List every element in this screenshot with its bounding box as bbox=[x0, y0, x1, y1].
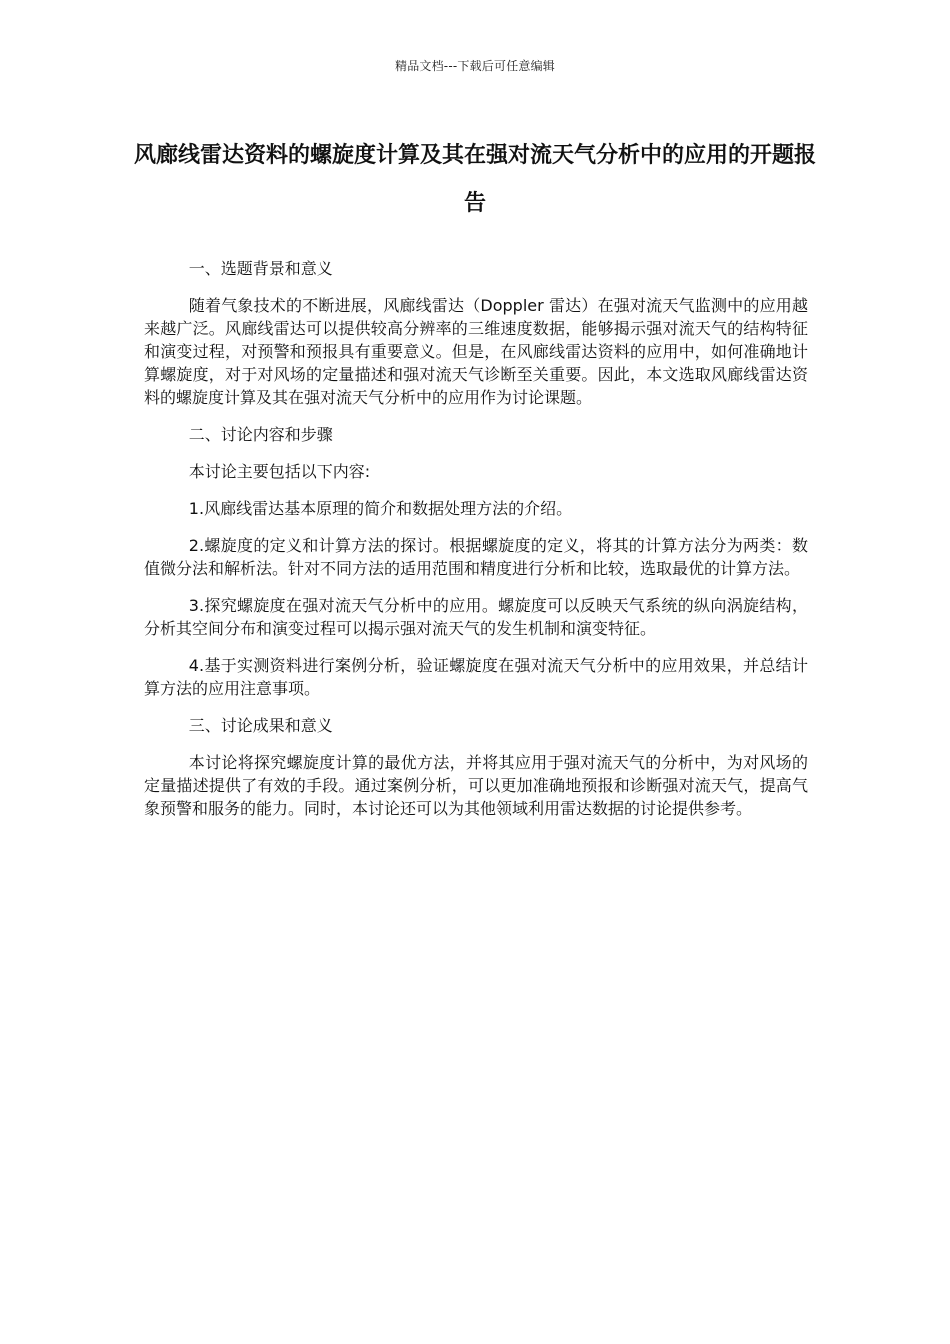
list-item-2: 2.螺旋度的定义和计算方法的探讨。根据螺旋度的定义，将其的计算方法分为两类：数值微分法和解析法。针对不同方法的适用范围和精度进行分析和比较，选取最优的计算方法。 bbox=[144, 536, 808, 578]
paragraph-background: 随着气象技术的不断进展，风廊线雷达（Doppler 雷达）在强对流天气监测中的应用越来越广泛。风廊线雷达可以提供较高分辨率的三维速度数据，能够揭示强对流天气的结构特征和演变过程，对预警和预报具有重要意义。但是，在风廊线雷达资料的应用中，如何准确地计算螺旋度，对于对风场的定量描述和强对流天气诊断至关重要。因此，本文选取风廊线雷达资料的螺旋度计算及其在强对流天气分析中的应用作为讨论课题。 bbox=[144, 296, 808, 407]
document-title: 风廊线雷达资料的螺旋度计算及其在强对流天气分析中的应用的开题报告 bbox=[133, 143, 816, 216]
document-body bbox=[144, 257, 808, 834]
header-note: 精品文档---下载后可任意编辑 bbox=[395, 59, 555, 73]
section-heading-background: 一、选题背景和意义 bbox=[188, 259, 333, 278]
section-heading-results: 三、讨论成果和意义 bbox=[188, 716, 333, 735]
paragraph-content-intro: 本讨论主要包括以下内容: bbox=[188, 462, 371, 481]
list-item-3: 3.探究螺旋度在强对流天气分析中的应用。螺旋度可以反映天气系统的纵向涡旋结构，分析其空间分布和演变过程可以揭示强对流天气的发生机制和演变特征。 bbox=[144, 596, 808, 638]
paragraph-results: 本讨论将探究螺旋度计算的最优方法，并将其应用于强对流天气的分析中，为对风场的定量描述提供了有效的手段。通过案例分析，可以更加准确地预报和诊断强对流天气，提高气象预警和服务的能力。同时，本讨论还可以为其他领域利用雷达数据的讨论提供参考。 bbox=[144, 753, 808, 818]
section-heading-content: 二、讨论内容和步骤 bbox=[188, 425, 333, 444]
list-item-1: 1.风廊线雷达基本原理的简介和数据处理方法的介绍。 bbox=[188, 499, 573, 518]
list-item-4: 4.基于实测资料进行案例分析，验证螺旋度在强对流天气分析中的应用效果，并总结计算方法的应用注意事项。 bbox=[144, 656, 808, 698]
